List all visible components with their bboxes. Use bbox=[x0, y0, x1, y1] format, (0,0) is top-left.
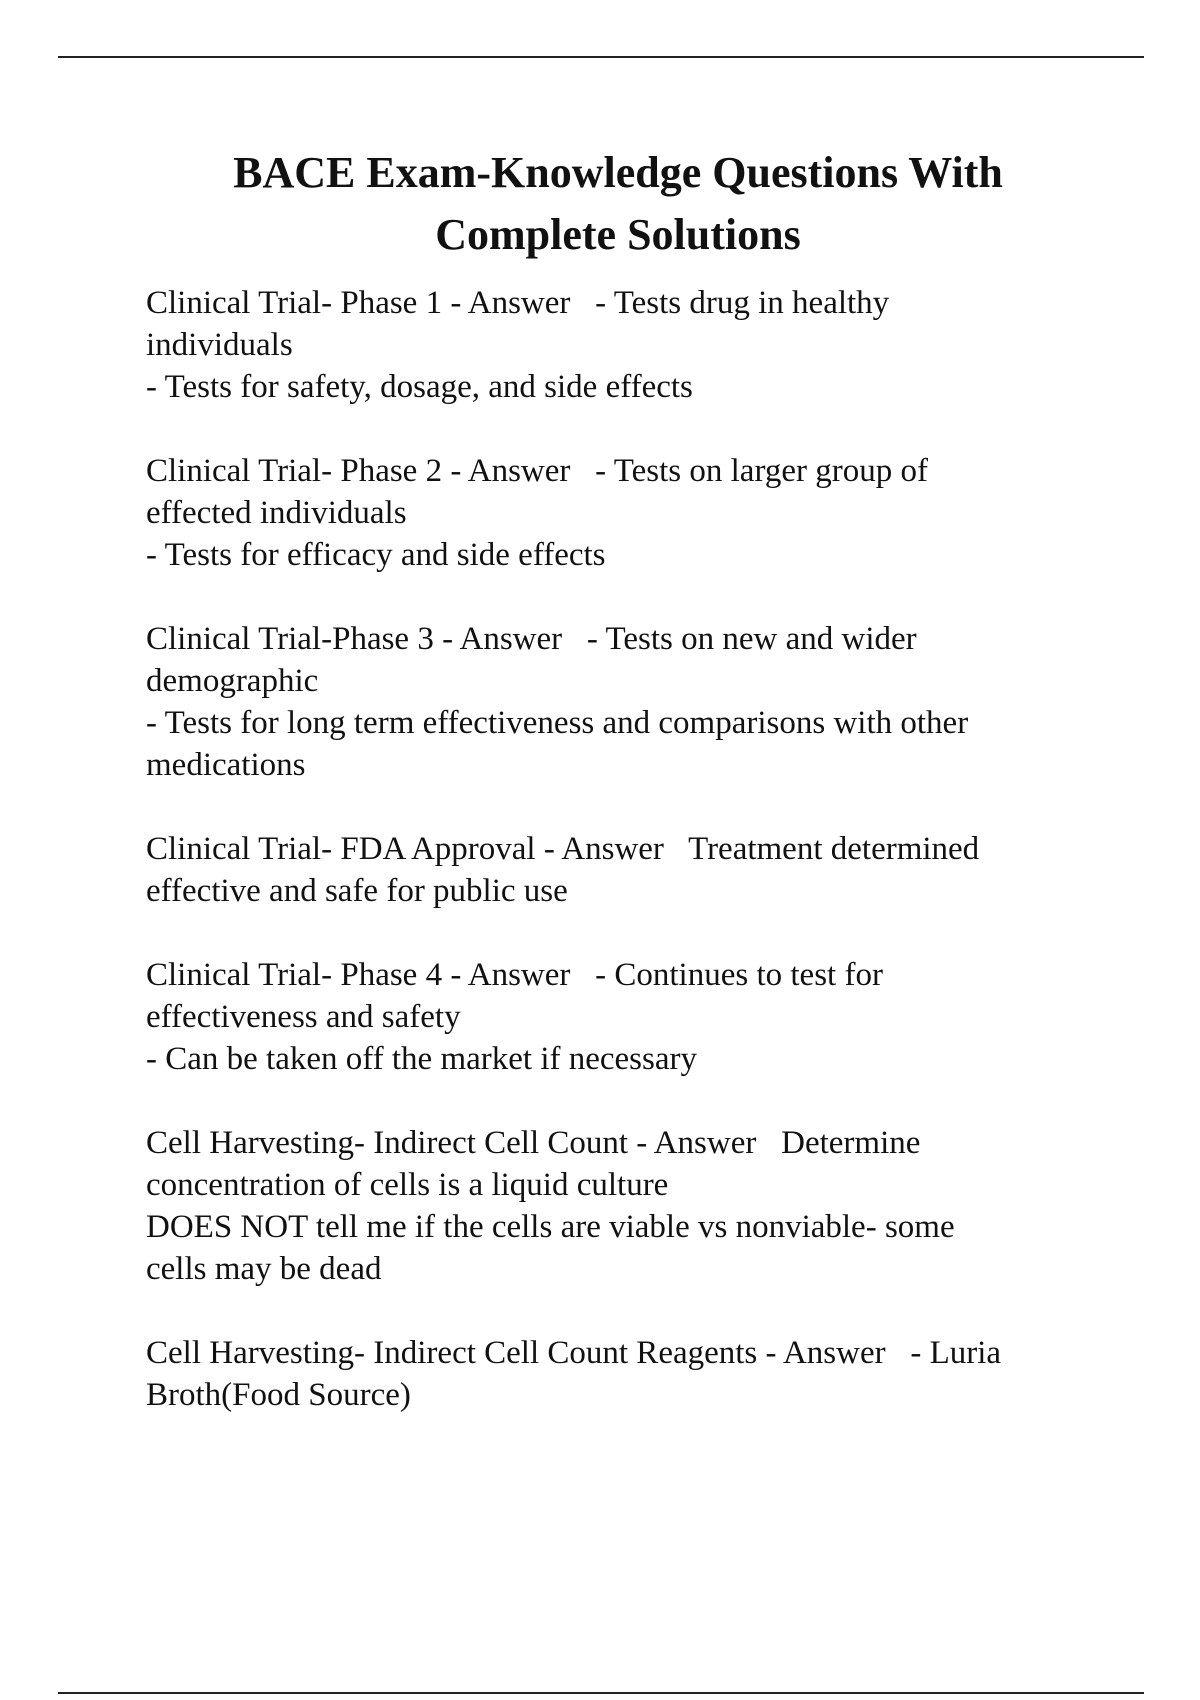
qa-line: medications bbox=[146, 747, 306, 783]
qa-line: - Tests for efficacy and side effects bbox=[146, 537, 606, 573]
qa-line: DOES NOT tell me if the cells are viable vs nonviable- some bbox=[146, 1209, 955, 1245]
qa-line: effected individuals bbox=[146, 495, 407, 531]
qa-line: effectiveness and safety bbox=[146, 999, 461, 1035]
qa-entry-phase-3 bbox=[146, 618, 1106, 786]
qa-line: Clinical Trial- FDA Approval - Answer Treatment determined bbox=[146, 831, 980, 867]
qa-line: Broth(Food Source) bbox=[146, 1377, 411, 1413]
footer-rule bbox=[58, 1692, 1144, 1694]
qa-line: demographic bbox=[146, 663, 319, 699]
qa-line: - Tests for long term effectiveness and comparisons with other bbox=[146, 705, 969, 741]
qa-line: individuals bbox=[146, 327, 293, 363]
qa-line: Clinical Trial- Phase 2 - Answer - Tests on larger group of bbox=[146, 453, 928, 489]
qa-line: Clinical Trial- Phase 4 - Answer - Continues to test for bbox=[146, 957, 883, 993]
qa-entry-phase-2 bbox=[146, 450, 1106, 576]
qa-list bbox=[146, 282, 1106, 1458]
qa-entry-indirect-cell-count bbox=[146, 1122, 1106, 1290]
document-title bbox=[0, 142, 1200, 266]
qa-line: Clinical Trial- Phase 1 - Answer - Tests drug in healthy bbox=[146, 285, 890, 321]
qa-line: - Tests for safety, dosage, and side effects bbox=[146, 369, 693, 405]
qa-entry-phase-1 bbox=[146, 282, 1106, 408]
qa-line: effective and safe for public use bbox=[146, 873, 568, 909]
header-rule bbox=[58, 56, 1144, 58]
qa-line: Cell Harvesting- Indirect Cell Count Reagents - Answer - Luria bbox=[146, 1335, 1002, 1371]
qa-entry-indirect-cell-count-reagents bbox=[146, 1332, 1106, 1416]
qa-entry-phase-4 bbox=[146, 954, 1106, 1080]
title-line-2: Complete Solutions bbox=[435, 210, 801, 259]
qa-line: concentration of cells is a liquid culture bbox=[146, 1167, 669, 1203]
qa-line: Clinical Trial-Phase 3 - Answer - Tests on new and wider bbox=[146, 621, 917, 657]
title-line-1: BACE Exam-Knowledge Questions With bbox=[233, 148, 1003, 197]
qa-line: cells may be dead bbox=[146, 1251, 382, 1287]
qa-entry-fda-approval bbox=[146, 828, 1106, 912]
qa-line: Cell Harvesting- Indirect Cell Count - Answer Determine bbox=[146, 1125, 921, 1161]
qa-line: - Can be taken off the market if necessary bbox=[146, 1041, 697, 1077]
